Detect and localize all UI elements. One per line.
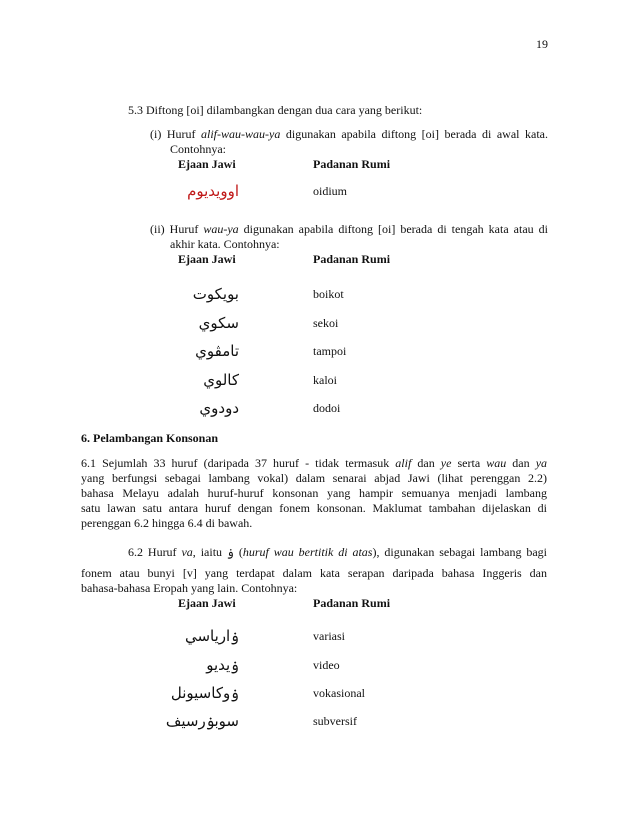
section-6-heading: 6. Pelambangan Konsonan (81, 431, 219, 445)
table3-jawi-1: ۏيديو (206, 656, 239, 674)
table1-jawi-0: اوويديوم (187, 182, 239, 200)
table3-rumi-1: video (313, 658, 340, 672)
table3-header-jawi: Ejaan Jawi (178, 596, 236, 610)
table2-jawi-1: سكوي (198, 314, 239, 332)
table3-rumi-2: vokasional (313, 686, 365, 700)
p62-line1: 6.2 Huruf va, iaitu ۏ (huruf wau bertitik di atas), digunakan sebagai lambang bagi (128, 545, 548, 559)
table3-header-rumi: Padanan Rumi (313, 596, 391, 610)
table2-jawi-2: تامڤوي (195, 342, 239, 360)
table1-header-rumi: Padanan Rumi (313, 157, 391, 171)
p62-line2: fonem atau bunyi [v] yang terdapat dalam kata serapan daripada bahasa Inggeris dan (81, 566, 547, 580)
table2-header-rumi: Padanan Rumi (313, 252, 391, 266)
p61-line3: bahasa Melayu adalah huruf-huruf konsonan yang hampir semuanya menjadi lambang (81, 486, 547, 500)
table3-rumi-3: subversif (313, 714, 357, 728)
table2-rumi-2: tampoi (313, 344, 347, 358)
table3-rumi-0: variasi (313, 629, 345, 643)
item-ii-line1: (ii) Huruf wau-ya digunakan apabila diftong [oi] berada di tengah kata atau di (150, 222, 548, 236)
item-ii-line2: akhir kata. Contohnya: (170, 237, 280, 251)
item-i-line2: Contohnya: (170, 142, 226, 156)
table2-rumi-4: dodoi (313, 401, 341, 415)
item-i-line1: (i) Huruf alif-wau-wau-ya digunakan apabila diftong [oi] berada di awal kata. (150, 127, 549, 141)
p61-line5: perenggan 6.2 hingga 6.4 di bawah. (81, 516, 253, 530)
table3-jawi-2: ۏوكاسيونل (170, 684, 239, 702)
table2-header-jawi: Ejaan Jawi (178, 252, 236, 266)
section-5-3-heading: 5.3 Diftong [oi] dilambangkan dengan dua cara yang berikut: (128, 103, 423, 117)
p62-line3: bahasa-bahasa Eropah yang lain. Contohnya: (81, 581, 298, 595)
table2-rumi-1: sekoi (313, 316, 339, 330)
table3-jawi-3: سوبۏرسيف (165, 712, 239, 730)
table2-rumi-3: kaloi (313, 373, 337, 387)
page-number: 19 (536, 37, 548, 51)
p61-line1: 6.1 Sejumlah 33 huruf (daripada 37 huruf - tidak termasuk alif dan ye serta wau dan ya (81, 456, 548, 470)
table1-rumi-0: oidium (313, 184, 348, 198)
table2-jawi-3: كالوي (203, 371, 239, 389)
table1-header-jawi: Ejaan Jawi (178, 157, 236, 171)
wau-dotted-glyph: ۏ (226, 545, 234, 559)
table3-jawi-0: ۏارياسي (184, 627, 239, 645)
table2-jawi-0: بويكوت (192, 285, 239, 303)
p61-line4: satu lawan satu antara huruf dengan fonem konsonan. Maklumat tambahan dijelaskan di (81, 501, 547, 515)
table2-rumi-0: boikot (313, 287, 344, 301)
table2-jawi-4: دودوي (199, 399, 239, 417)
p61-line2: yang berfungsi sebagai lambang vokal) dalam senarai abjad Jawi (lihat perenggan 2.2) (81, 471, 547, 485)
